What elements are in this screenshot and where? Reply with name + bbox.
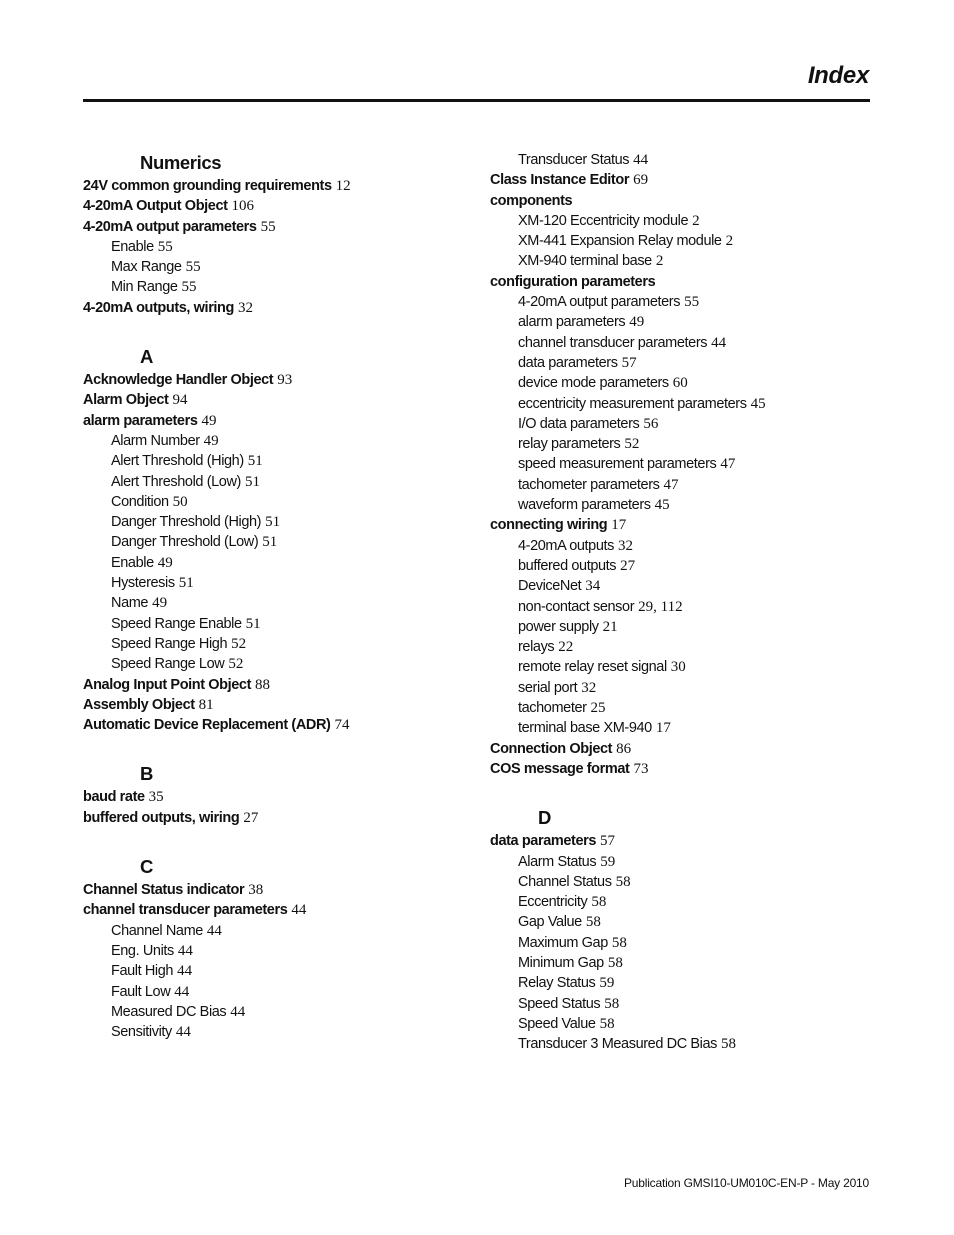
page-reference[interactable]: 27 — [243, 809, 259, 826]
page-reference[interactable]: 22 — [558, 639, 574, 656]
index-subentry — [490, 678, 890, 698]
index-term: speed measurement parameters — [518, 456, 717, 473]
index-column-left — [83, 150, 483, 1042]
page-reference[interactable]: 94 — [172, 392, 188, 409]
index-subentry — [490, 1034, 890, 1054]
page-reference[interactable]: 49 — [201, 412, 217, 429]
index-term: Analog Input Point Object — [83, 676, 252, 693]
index-subentry — [490, 994, 890, 1014]
index-entry — [83, 411, 483, 431]
index-term: Alarm Number — [111, 432, 200, 449]
page-reference[interactable]: 55 — [157, 238, 173, 255]
index-term: channel transducer parameters — [518, 334, 708, 351]
index-term: Eng. Units — [111, 942, 174, 959]
page-reference[interactable]: 59 — [600, 853, 616, 870]
section-spacer — [83, 318, 483, 344]
index-term: I/O data parameters — [518, 415, 640, 432]
index-subentry — [490, 576, 890, 596]
index-term: DeviceNet — [518, 578, 582, 595]
index-subentry — [490, 953, 890, 973]
index-term: buffered outputs — [518, 557, 617, 574]
page-reference[interactable]: 81 — [198, 696, 214, 713]
title-rule — [83, 99, 870, 102]
index-subentry — [83, 257, 483, 277]
index-term: alarm parameters — [518, 314, 626, 331]
page-reference[interactable]: 44 — [174, 983, 190, 1000]
index-subentry — [490, 475, 890, 495]
index-term: 4-20mA Output Object — [83, 198, 228, 215]
index-term: Relay Status — [518, 975, 596, 992]
page-reference[interactable]: 51 — [262, 534, 278, 551]
index-subentry — [83, 492, 483, 512]
index-term: Enable — [111, 554, 154, 571]
index-subentry — [83, 593, 483, 613]
page-reference[interactable]: 45 — [750, 395, 766, 412]
page-reference[interactable]: 51 — [247, 453, 263, 470]
index-term: components — [490, 192, 573, 209]
index-term: Alarm Status — [518, 853, 597, 870]
index-subentry — [490, 231, 890, 251]
page-reference[interactable]: 73 — [633, 760, 649, 777]
index-term: Alert Threshold (Low) — [111, 473, 241, 490]
page-reference[interactable]: 29, 112 — [638, 598, 683, 615]
page-reference[interactable]: 52 — [624, 436, 640, 453]
index-subentry — [490, 251, 890, 271]
index-section-heading: B — [140, 763, 153, 785]
index-term: data parameters — [518, 354, 618, 371]
index-term: 24V common grounding requirements — [83, 178, 332, 194]
index-entry — [490, 272, 890, 292]
index-subentry — [490, 698, 890, 718]
index-term: 4-20mA output parameters — [83, 218, 257, 235]
page-reference[interactable]: 58 — [599, 1015, 615, 1032]
page-reference[interactable]: 58 — [604, 995, 620, 1012]
index-term: non-contact sensor — [518, 598, 635, 615]
index-entry — [490, 759, 890, 779]
page-reference[interactable]: 60 — [672, 375, 688, 392]
index-subentry — [490, 394, 890, 414]
index-subentry — [490, 852, 890, 872]
index-term: Acknowledge Handler Object — [83, 372, 274, 389]
page-reference[interactable]: 55 — [684, 294, 700, 311]
index-term: Channel Status — [518, 873, 612, 890]
page-reference[interactable]: 51 — [265, 514, 281, 531]
index-term: Danger Threshold (Low) — [111, 534, 259, 551]
index-term: Min Range — [111, 279, 178, 296]
page-reference[interactable]: 49 — [152, 595, 168, 612]
index-section-heading: Numerics — [140, 152, 222, 173]
index-term: relay parameters — [518, 436, 621, 453]
page-reference[interactable]: 25 — [590, 700, 606, 717]
index-term: XM-120 Eccentricity module — [518, 212, 689, 229]
page-reference[interactable]: 51 — [244, 473, 260, 490]
page-reference[interactable]: 44 — [633, 152, 649, 168]
index-term: Transducer Status — [518, 152, 630, 168]
index-entry — [490, 191, 890, 211]
index-section-heading: A — [140, 346, 153, 368]
index-section-heading: C — [140, 856, 153, 878]
page-reference[interactable]: 2 — [692, 212, 700, 229]
index-term: tachometer — [518, 700, 587, 717]
index-term: configuration parameters — [490, 273, 656, 290]
index-term: terminal base XM-940 — [518, 720, 652, 737]
page-reference[interactable]: 44 — [711, 334, 727, 351]
index-term: waveform parameters — [518, 497, 651, 514]
page-reference[interactable]: 56 — [643, 415, 659, 432]
page-reference[interactable]: 38 — [248, 882, 264, 899]
page-reference[interactable]: 44 — [230, 1003, 246, 1020]
index-term: Condition — [111, 493, 169, 510]
index-term: data parameters — [490, 833, 597, 850]
index-term: buffered outputs, wiring — [83, 809, 240, 826]
index-entry — [83, 217, 483, 237]
index-subentry — [490, 150, 890, 170]
index-term: relays — [518, 639, 555, 656]
index-term: Sensitivity — [111, 1024, 172, 1041]
page-reference[interactable]: 49 — [203, 432, 219, 449]
index-term: Minimum Gap — [518, 954, 604, 971]
index-term: Danger Threshold (High) — [111, 514, 262, 531]
page-reference[interactable]: 47 — [720, 456, 736, 473]
index-subentry — [83, 237, 483, 257]
index-subentry — [83, 1022, 483, 1042]
index-entry — [83, 900, 483, 920]
index-subentry — [490, 434, 890, 454]
index-subentry — [83, 941, 483, 961]
section-spacer — [490, 779, 890, 805]
index-term: Max Range — [111, 259, 182, 276]
index-subentry — [83, 654, 483, 674]
index-term: Channel Status indicator — [83, 882, 245, 899]
index-subentry — [83, 573, 483, 593]
page-reference[interactable]: 44 — [177, 963, 193, 980]
index-term: Alert Threshold (High) — [111, 453, 244, 470]
index-term: Hysteresis — [111, 575, 175, 592]
index-subentry — [490, 333, 890, 353]
index-subentry — [490, 1014, 890, 1034]
page-reference[interactable]: 86 — [616, 740, 632, 757]
page-title: Index — [807, 62, 869, 89]
page-reference[interactable]: 69 — [633, 172, 649, 189]
index-subentry — [490, 536, 890, 556]
index-term: Speed Value — [518, 1015, 596, 1032]
index-subentry — [490, 872, 890, 892]
page-reference[interactable]: 32 — [237, 299, 253, 316]
page-reference[interactable]: 44 — [206, 922, 222, 939]
index-term: Speed Status — [518, 995, 601, 1012]
index-subentry — [490, 414, 890, 434]
page-reference[interactable]: 45 — [654, 497, 670, 514]
index-subentry — [490, 353, 890, 373]
page-reference[interactable]: 35 — [148, 789, 164, 806]
index-term: Fault High — [111, 963, 174, 980]
page-reference[interactable]: 93 — [277, 372, 293, 389]
index-subentry — [490, 718, 890, 738]
index-subentry — [490, 454, 890, 474]
index-subentry — [490, 912, 890, 932]
page-reference[interactable]: 50 — [172, 493, 188, 510]
page-reference[interactable]: 58 — [615, 873, 631, 890]
index-subentry — [490, 292, 890, 312]
index-entry — [83, 880, 483, 900]
index-subentry — [83, 634, 483, 654]
index-term: COS message format — [490, 760, 630, 777]
page-reference[interactable]: 52 — [228, 656, 244, 673]
page-reference[interactable]: 2 — [655, 253, 664, 270]
index-term: alarm parameters — [83, 412, 198, 429]
page-reference[interactable]: 30 — [670, 659, 686, 676]
page-reference[interactable]: 49 — [629, 314, 645, 331]
index-term: connecting wiring — [490, 517, 608, 534]
index-subentry — [83, 921, 483, 941]
page-reference[interactable]: 27 — [620, 557, 636, 574]
page-reference[interactable]: 59 — [599, 975, 615, 992]
index-term: Measured DC Bias — [111, 1003, 227, 1020]
index-entry — [83, 808, 483, 828]
index-term: Speed Range Enable — [111, 615, 242, 632]
index-subentry — [490, 597, 890, 617]
page-reference[interactable]: 12 — [335, 178, 351, 194]
index-term: Name — [111, 595, 149, 612]
index-subentry — [490, 892, 890, 912]
index-subentry — [490, 312, 890, 332]
page-reference[interactable]: 32 — [581, 679, 597, 696]
page-reference[interactable]: 49 — [157, 554, 173, 571]
page-reference[interactable]: 58 — [611, 934, 627, 951]
section-spacer — [83, 828, 483, 854]
page-reference[interactable]: 44 — [291, 902, 307, 919]
index-entry — [83, 390, 483, 410]
index-entry — [83, 370, 483, 390]
page-reference[interactable]: 57 — [600, 833, 616, 850]
index-term: XM-441 Expansion Relay module — [518, 233, 722, 250]
index-term: Assembly Object — [83, 696, 195, 713]
index-subentry — [83, 277, 483, 297]
index-term: Speed Range Low — [111, 656, 225, 673]
page-reference[interactable]: 57 — [621, 354, 637, 371]
index-subentry — [83, 982, 483, 1002]
index-subentry — [83, 451, 483, 471]
index-subentry — [83, 431, 483, 451]
index-entry — [490, 831, 890, 851]
index-entry — [83, 298, 483, 318]
index-section-heading: D — [538, 807, 551, 829]
index-column-right — [490, 150, 890, 1054]
index-term: Maximum Gap — [518, 934, 608, 951]
index-term: 4-20mA outputs, wiring — [83, 299, 234, 316]
page-reference[interactable]: 51 — [245, 615, 261, 632]
index-subentry — [83, 532, 483, 552]
index-term: Automatic Device Replacement (ADR) — [83, 717, 331, 734]
index-term: Connection Object — [490, 740, 613, 757]
page-reference[interactable]: 106 — [231, 198, 255, 215]
index-term: Fault Low — [111, 983, 171, 1000]
page-reference[interactable]: 51 — [178, 575, 194, 592]
index-subentry — [83, 961, 483, 981]
index-entry — [83, 715, 483, 735]
index-subentry — [83, 553, 483, 573]
index-subentry — [83, 472, 483, 492]
index-term: Class Instance Editor — [490, 172, 630, 189]
page-reference[interactable]: 55 — [181, 279, 197, 296]
index-term: remote relay reset signal — [518, 659, 667, 676]
index-subentry — [490, 495, 890, 515]
index-entry — [83, 196, 483, 216]
page-reference[interactable]: 32 — [617, 537, 633, 554]
index-term: device mode parameters — [518, 375, 669, 392]
index-subentry — [83, 1002, 483, 1022]
page-reference[interactable]: 55 — [260, 218, 276, 235]
index-subentry — [83, 614, 483, 634]
index-subentry — [490, 637, 890, 657]
index-term: Transducer 3 Measured DC Bias — [518, 1036, 718, 1053]
section-spacer — [83, 735, 483, 761]
index-term: eccentricity measurement parameters — [518, 395, 747, 412]
index-entry — [490, 739, 890, 759]
index-term: XM-940 terminal base — [518, 253, 652, 270]
index-subentry — [490, 657, 890, 677]
index-subentry — [490, 556, 890, 576]
index-term: 4-20mA outputs — [518, 537, 614, 554]
index-subentry — [490, 973, 890, 993]
index-subentry — [490, 933, 890, 953]
index-term: Alarm Object — [83, 392, 169, 409]
page-reference[interactable]: 58 — [721, 1036, 737, 1053]
index-entry — [83, 675, 483, 695]
page-reference[interactable]: 47 — [663, 476, 679, 493]
index-term: power supply — [518, 618, 599, 635]
index-subentry — [490, 211, 890, 231]
page-reference[interactable]: 44 — [175, 1024, 191, 1041]
index-entry — [490, 170, 890, 190]
page-reference[interactable]: 88 — [255, 676, 271, 693]
page-reference[interactable]: 44 — [177, 942, 193, 959]
index-term: Gap Value — [518, 914, 582, 931]
publication-footer: Publication GMSI10-UM010C-EN-P - May 2010 — [623, 1176, 869, 1190]
index-entry — [83, 176, 483, 196]
index-term: tachometer parameters — [518, 476, 660, 493]
index-term: Channel Name — [111, 922, 203, 939]
index-subentry — [83, 512, 483, 532]
index-term: Eccentricity — [518, 894, 588, 911]
page-reference[interactable]: 58 — [585, 914, 601, 931]
page-reference[interactable]: 17 — [655, 720, 671, 737]
page-reference[interactable]: 58 — [607, 954, 623, 971]
page-reference[interactable]: 17 — [611, 517, 627, 534]
index-subentry — [490, 373, 890, 393]
index-term: 4-20mA output parameters — [518, 294, 681, 311]
page-reference[interactable]: 74 — [334, 717, 350, 734]
page-reference[interactable]: 34 — [585, 578, 601, 595]
index-entry — [490, 515, 890, 535]
page-reference[interactable]: 2 — [725, 233, 734, 250]
page-reference[interactable]: 21 — [602, 618, 618, 635]
index-entry — [83, 787, 483, 807]
index-term: channel transducer parameters — [83, 902, 288, 919]
page-reference[interactable]: 52 — [231, 635, 247, 652]
index-term: baud rate — [83, 789, 145, 806]
index-entry — [83, 695, 483, 715]
index-term: Enable — [111, 238, 154, 255]
index-term: serial port — [518, 679, 578, 696]
page-reference[interactable]: 55 — [185, 259, 201, 276]
index-term: Speed Range High — [111, 635, 228, 652]
page-reference[interactable]: 58 — [591, 894, 607, 911]
index-subentry — [490, 617, 890, 637]
